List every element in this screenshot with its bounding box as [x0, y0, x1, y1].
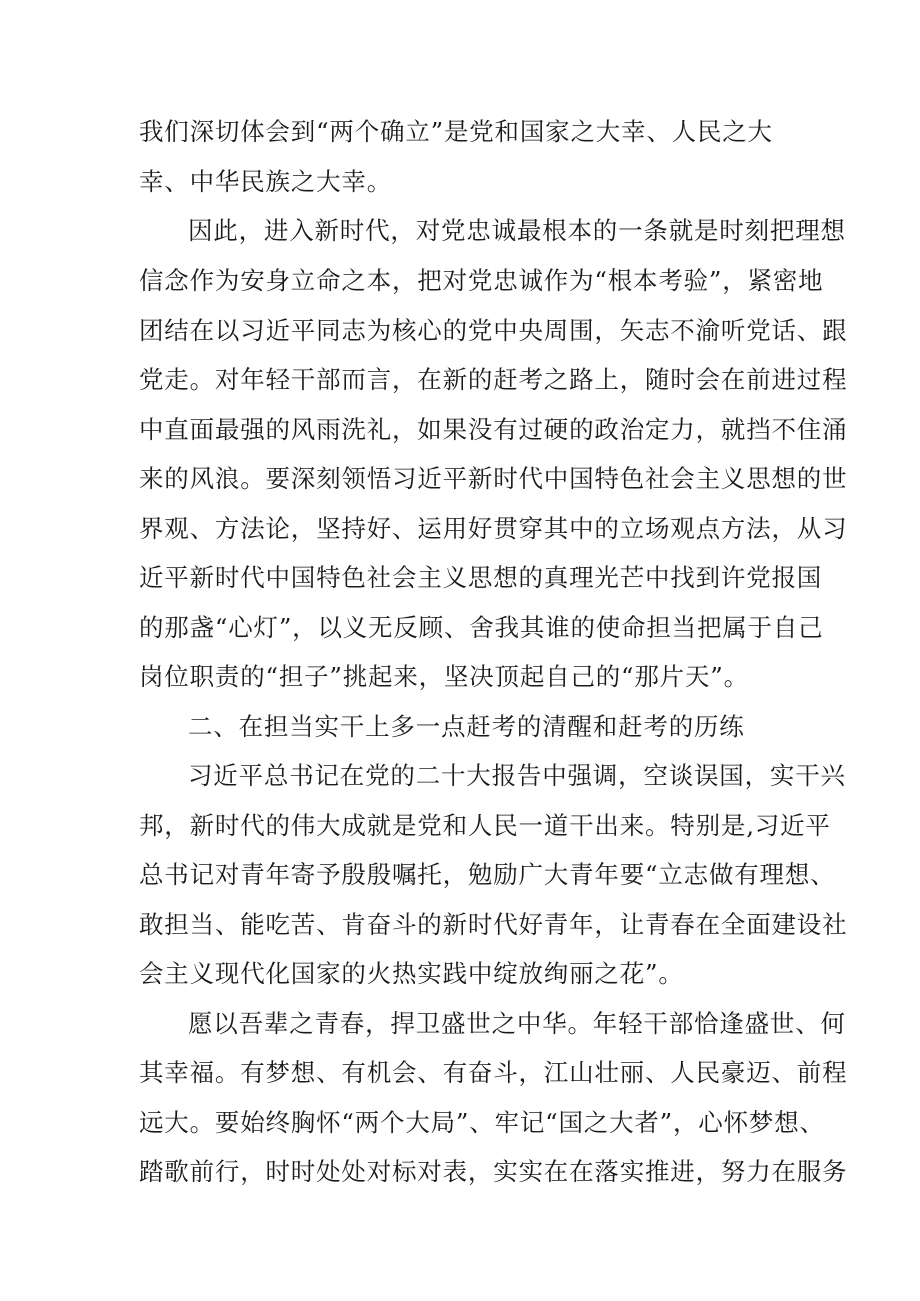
- text-line: 我们深切体会到“两个确立”是党和国家之大幸、人民之大: [139, 117, 773, 146]
- text-line: 界观、方法论，坚持好、运用好贯穿其中的立场观点方法，从习: [139, 514, 848, 543]
- text-line: 幸、中华民族之大幸。: [139, 167, 392, 196]
- text-line: 踏歌前行，时时处处对标对表，实实在在落实推进，努力在服务: [139, 1157, 848, 1186]
- paragraph-first-line: 因此，进入新时代，对党忠诚最根本的一条就是时刻把理想: [188, 216, 846, 245]
- text-line: 远大。要始终胸怀“两个大局”、牢记“国之大者”，心怀梦想、: [139, 1108, 825, 1137]
- text-line: 会主义现代化国家的火热实践中绽放绚丽之花”。: [139, 959, 684, 988]
- text-line: 岗位职责的“担子”挑起来，坚决顶起自己的“那片天”。: [139, 662, 749, 691]
- paragraph-first-line: 愿以吾辈之青春，捍卫盛世之中华。年轻干部恰逢盛世、何: [188, 1009, 846, 1038]
- text-line: 信念作为安身立命之本，把对党忠诚作为“根本考验”，紧密地: [139, 266, 824, 295]
- section-heading: 二、在担当实干上多一点赶考的清醒和赶考的历练: [188, 712, 745, 741]
- text-line: 来的风浪。要深刻领悟习近平新时代中国特色社会主义思想的世: [139, 464, 848, 493]
- paragraph-first-line: 习近平总书记在党的二十大报告中强调，空谈误国，实干兴: [188, 761, 846, 790]
- text-line: 近平新时代中国特色社会主义思想的真理光芒中找到许党报国: [139, 563, 823, 592]
- text-line: 其幸福。有梦想、有机会、有奋斗，江山壮丽、人民豪迈、前程: [139, 1058, 848, 1087]
- text-line: 中直面最强的风雨洗礼，如果没有过硬的政治定力，就挡不住涌: [139, 415, 848, 444]
- text-line: 团结在以习近平同志为核心的党中央周围，矢志不渝听党话、跟: [139, 316, 848, 345]
- text-line: 敢担当、能吃苦、肯奋斗的新时代好青年，让青春在全面建设社: [139, 910, 848, 939]
- text-line: 总书记对青年寄予殷殷嘱托，勉励广大青年要“立志做有理想、: [139, 860, 836, 889]
- text-line: 邦，新时代的伟大成就是党和人民一道干出来。特别是,习近平: [139, 811, 831, 840]
- text-line: 党走。对年轻干部而言，在新的赶考之路上，随时会在前进过程: [139, 365, 848, 394]
- text-line: 的那盏“心灯”，以义无反顾、舍我其谁的使命担当把属于自己: [139, 613, 824, 642]
